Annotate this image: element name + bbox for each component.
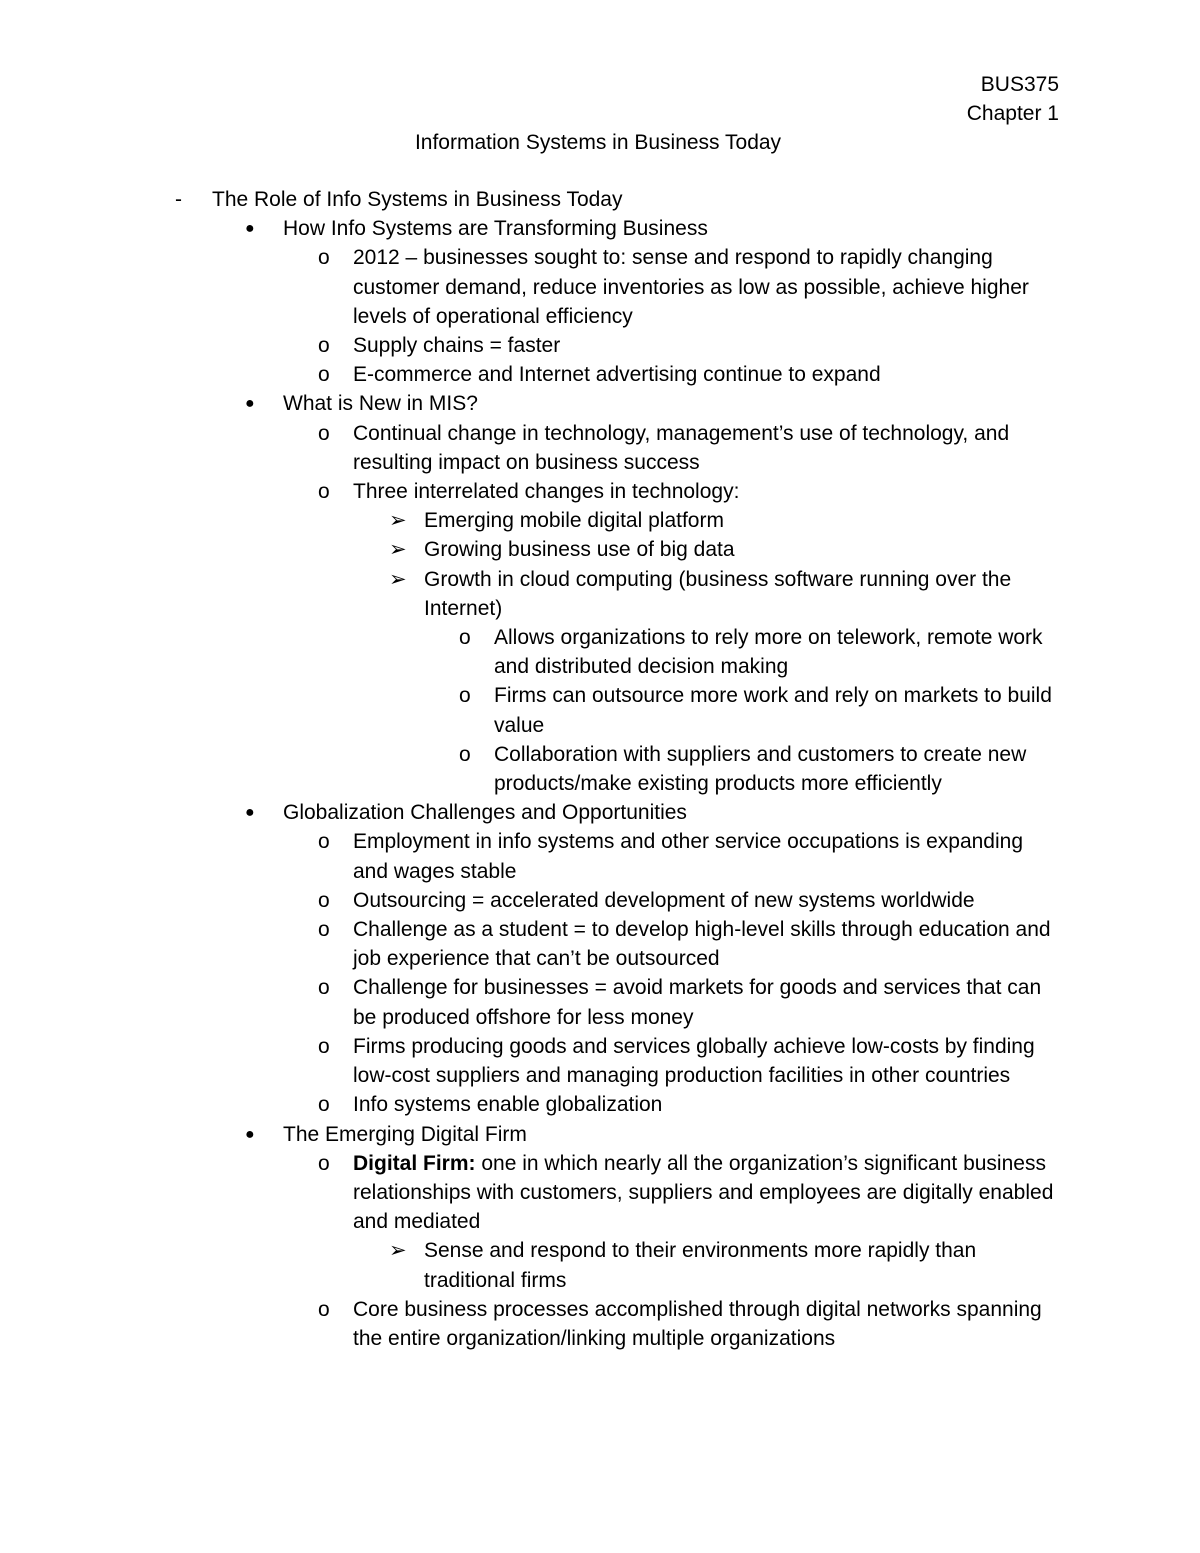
outline-deep-item: [0, 740, 1200, 798]
deep-item-text: Collaboration with suppliers and customers to create new products/make existing products more efficiently: [494, 742, 1027, 796]
bullet-heading: How Info Systems are Transforming Business: [283, 217, 708, 241]
subitem-text: Info systems enable globalization: [353, 1093, 663, 1117]
outline-subitem: [0, 331, 1200, 360]
term-bold: Digital Firm:: [353, 1151, 476, 1175]
circle-marker: o: [318, 246, 330, 270]
bullet-marker: ●: [245, 804, 255, 822]
circle-marker: o: [318, 918, 330, 942]
circle-marker: o: [318, 1151, 330, 1175]
document-title: Information Systems in Business Today: [414, 131, 782, 154]
subitem-text: Challenge for businesses = avoid markets for goods and services that can be produced offshore for less money: [353, 976, 1042, 1029]
outline-bullet: [0, 1120, 1200, 1149]
arrow-item-text: Sense and respond to their environments more rapidly than traditional firms: [424, 1239, 977, 1292]
subitem-text: Three interrelated changes in technology:: [353, 480, 740, 504]
arrow-marker: ➢: [389, 509, 407, 533]
course-code: BUS375: [980, 73, 1059, 96]
outline-arrow-item: [0, 506, 1200, 535]
bullet-marker: ●: [245, 1125, 255, 1143]
outline-arrow-item: [0, 565, 1200, 623]
bullet-heading: The Emerging Digital Firm: [283, 1122, 527, 1146]
bullet-marker: ●: [245, 395, 255, 413]
circle-marker: o: [318, 830, 330, 854]
subitem-text: Employment in info systems and other service occupations is expanding and wages stable: [353, 830, 1024, 883]
arrow-marker: ➢: [389, 567, 407, 591]
subitem-text: Continual change in technology, management’s use of technology, and resulting impact on business success: [353, 421, 1010, 474]
circle-marker: o: [459, 684, 471, 708]
outline-subitem: [0, 419, 1200, 477]
deep-item-text: Allows organizations to rely more on telework, remote work and distributed decision making: [494, 626, 1043, 679]
outline-subitem: [0, 827, 1200, 885]
circle-marker: o: [318, 334, 330, 358]
arrow-marker: ➢: [389, 538, 407, 562]
term-definition: one in which nearly all the organization’s significant business relationships with customers, suppliers and employees are digitally enabled and mediated: [353, 1151, 1054, 1234]
circle-marker: o: [318, 1297, 330, 1321]
outline-deep-item: [0, 681, 1200, 739]
subitem-text: E-commerce and Internet advertising continue to expand: [353, 363, 881, 387]
arrow-marker: ➢: [389, 1239, 407, 1263]
outline-bullet: [0, 389, 1200, 418]
subitem-text: 2012 – businesses sought to: sense and respond to rapidly changing customer demand, reduce inventories as low as possible, achieve higher levels of operational efficiency: [353, 246, 1029, 328]
circle-marker: o: [318, 421, 330, 445]
circle-marker: o: [318, 976, 330, 1000]
outline-subitem: [0, 973, 1200, 1031]
outline-bullet: [0, 214, 1200, 243]
section-heading: The Role of Info Systems in Business Today: [212, 188, 623, 211]
outline-section: [0, 185, 1200, 214]
bullet-heading: Globalization Challenges and Opportunities: [283, 801, 687, 825]
arrow-item-text: Growing business use of big data: [424, 538, 735, 562]
deep-item-text: Firms can outsource more work and rely on markets to build value: [494, 684, 1052, 737]
outline-subitem: [0, 1149, 1200, 1237]
subitem-text: Outsourcing = accelerated development of new systems worldwide: [353, 888, 975, 912]
subitem-text: Challenge as a student = to develop high-level skills through education and job experience that can’t be outsourced: [353, 918, 1051, 971]
document-header: [967, 70, 1059, 128]
outline: [0, 185, 1200, 1353]
outline-subitem: [0, 1090, 1200, 1119]
outline-subitem: [0, 915, 1200, 973]
outline-bullet: [0, 798, 1200, 827]
bullet-heading: What is New in MIS?: [283, 392, 478, 416]
circle-marker: o: [318, 480, 330, 504]
subitem-text: Supply chains = faster: [353, 334, 561, 358]
circle-marker: o: [318, 888, 330, 912]
outline-deep-item: [0, 623, 1200, 681]
arrow-item-text: Growth in cloud computing (business software running over the Internet): [424, 567, 1012, 620]
arrow-item-text: Emerging mobile digital platform: [424, 509, 724, 533]
circle-marker: o: [459, 626, 471, 650]
chapter-label: Chapter 1: [966, 102, 1059, 125]
outline-arrow-item: [0, 1236, 1200, 1294]
outline-subitem: [0, 886, 1200, 915]
circle-marker: o: [318, 1093, 330, 1117]
circle-marker: o: [318, 1034, 330, 1058]
outline-subitem: [0, 243, 1200, 331]
circle-marker: o: [318, 363, 330, 387]
subitem-text: Core business processes accomplished through digital networks spanning the entire organization/linking multiple organizations: [353, 1297, 1042, 1350]
outline-subitem: [0, 1032, 1200, 1090]
outline-subitem: [0, 360, 1200, 389]
subitem-text: Firms producing goods and services globally achieve low-costs by finding low-cost suppliers and managing production facilities in other countries: [353, 1034, 1035, 1088]
outline-subitem: [0, 1295, 1200, 1353]
subitem-text: [353, 1149, 1058, 1237]
dash-marker: -: [175, 188, 182, 211]
outline-subitem: [0, 477, 1200, 506]
outline-arrow-item: [0, 535, 1200, 564]
bullet-marker: ●: [245, 220, 255, 238]
circle-marker: o: [459, 742, 471, 766]
